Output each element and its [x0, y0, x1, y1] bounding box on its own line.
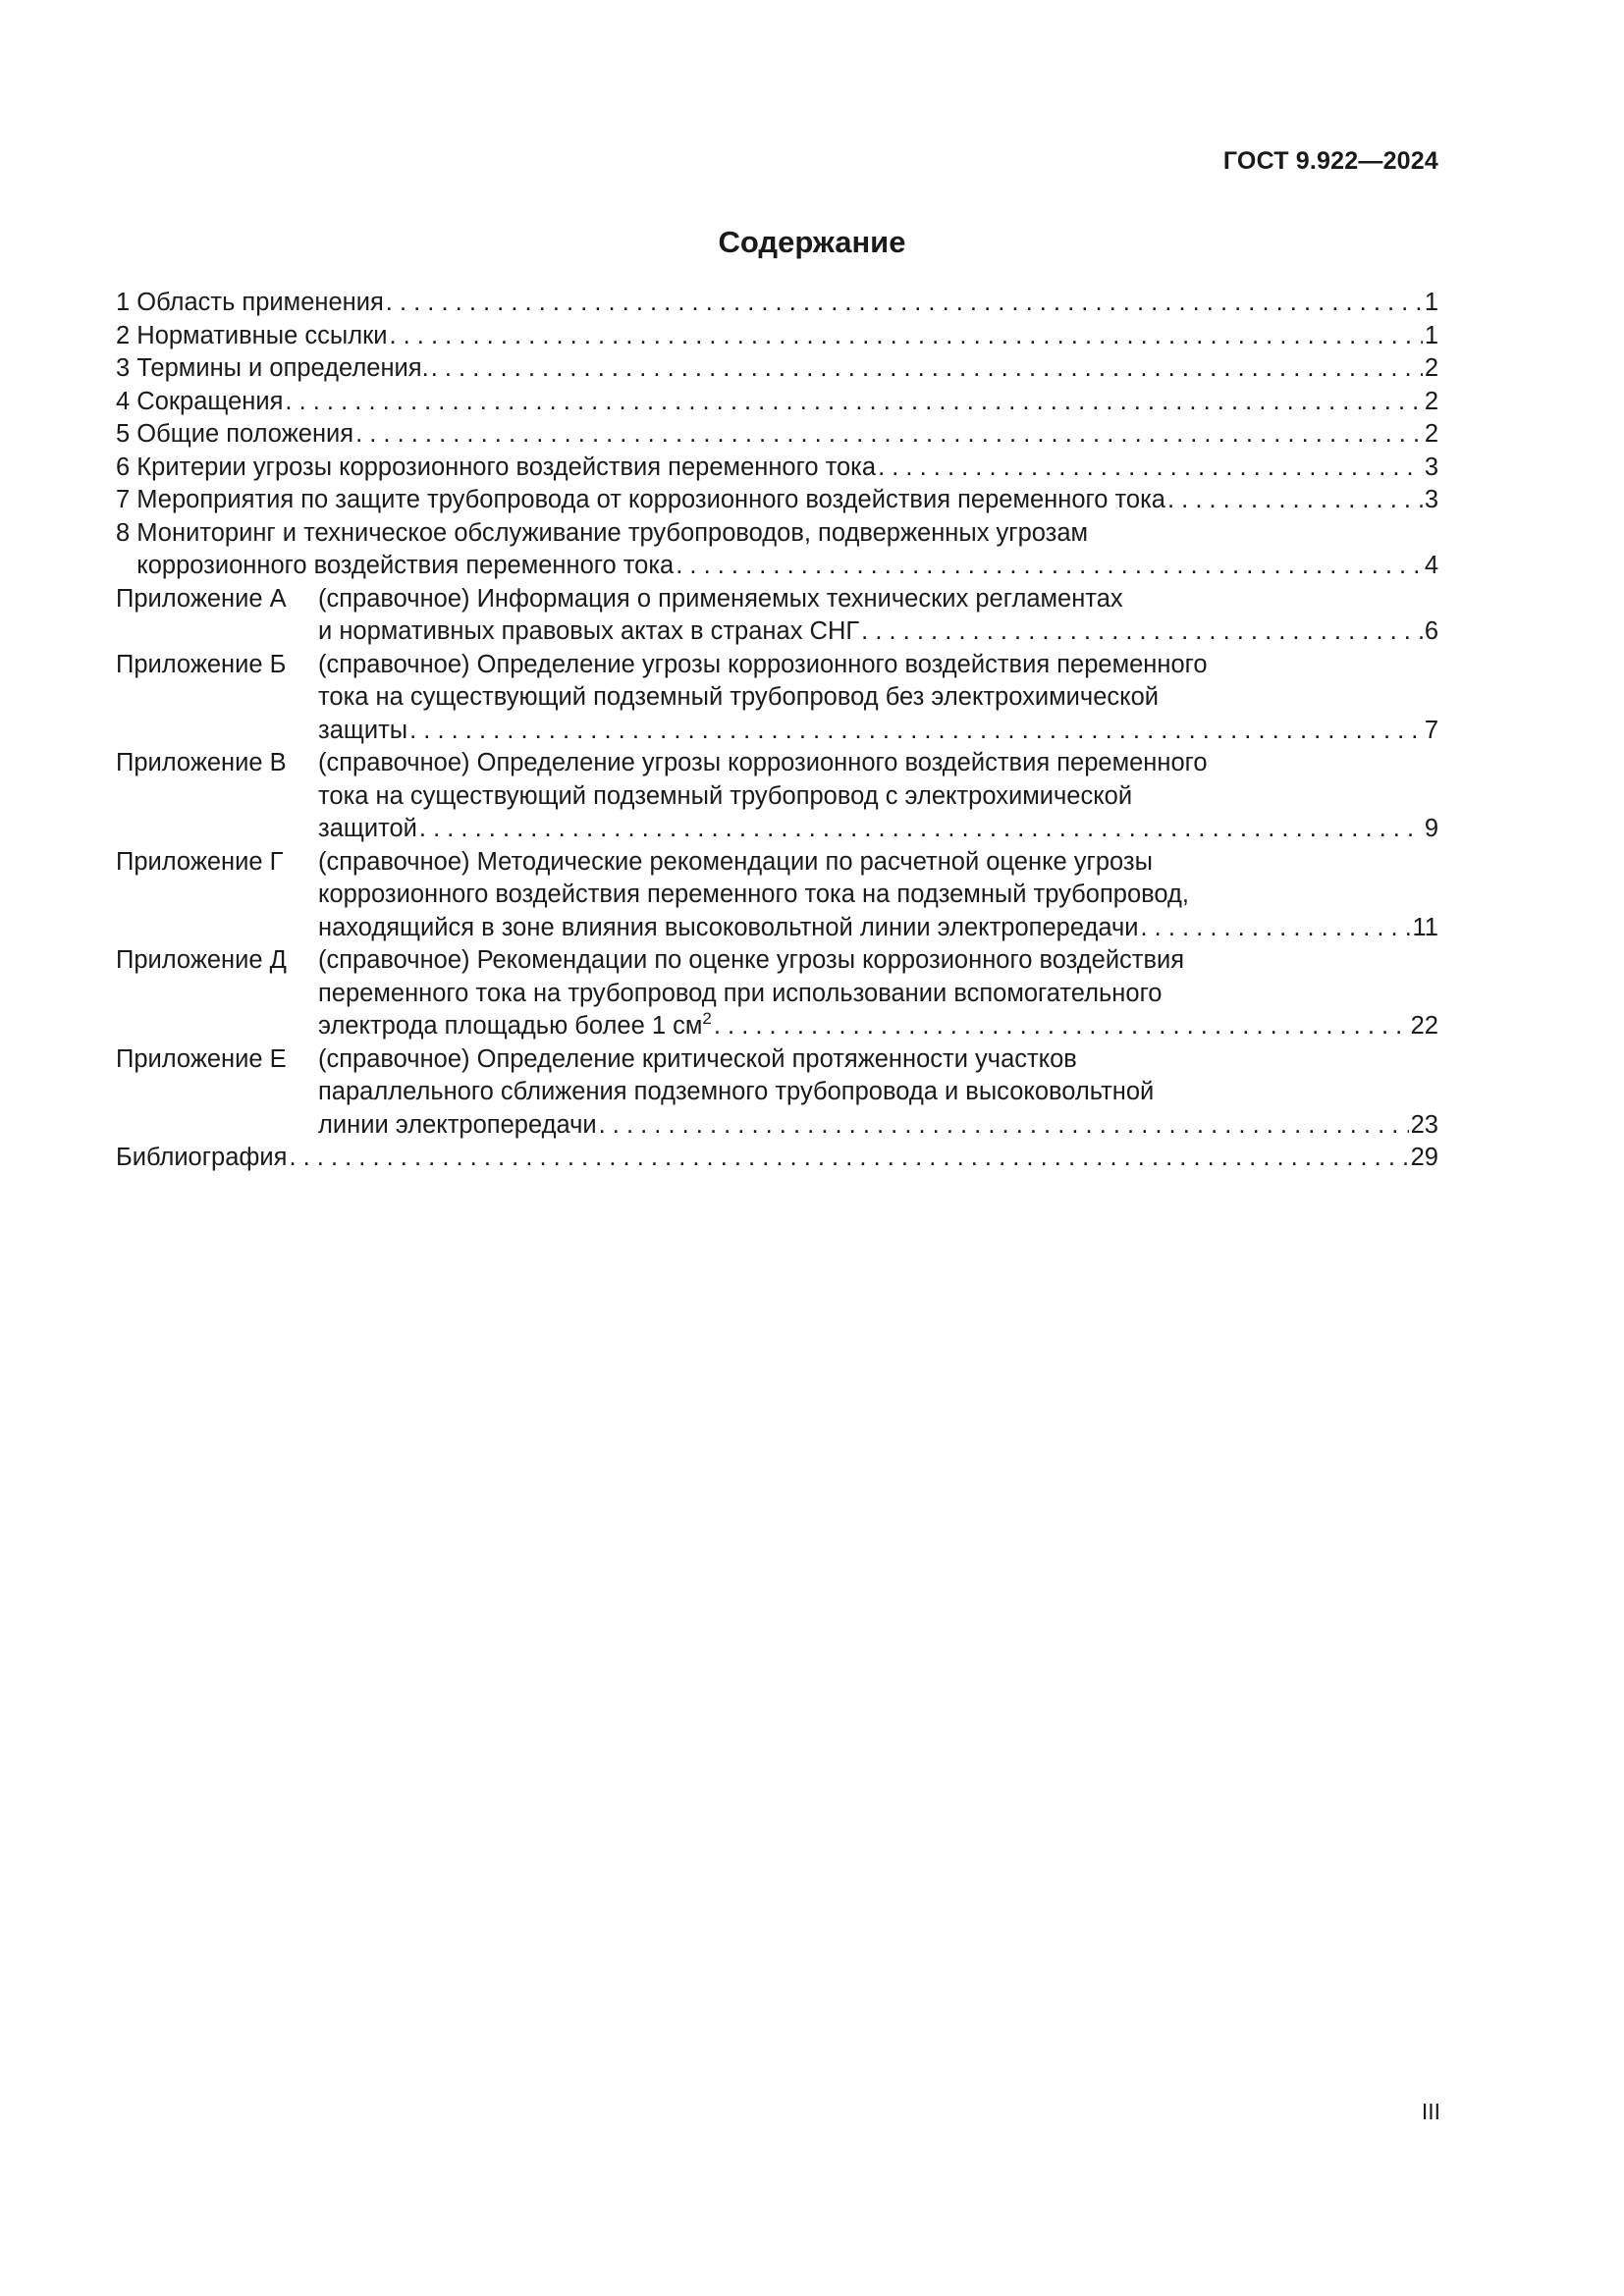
toc-entry-2[interactable] [116, 320, 1438, 353]
toc-page-number: 2 [1424, 354, 1438, 382]
toc-page-number: 1 [1424, 289, 1438, 316]
toc-appendix-label: Приложение А [116, 584, 294, 613]
toc-entry-title-line: тока на существующий подземный трубопровод без электрохимической [318, 683, 1159, 711]
toc-entry-title-line: линии электропередачи [318, 1110, 597, 1139]
toc-page-number: 11 [1412, 913, 1438, 941]
toc-page-number: 3 [1424, 486, 1438, 513]
toc-page-number: 7 [1424, 716, 1438, 744]
toc-entry-appendix-b[interactable] [116, 649, 1438, 748]
dot-leader [386, 287, 1423, 320]
toc-entry-bibliography[interactable] [116, 1142, 1438, 1175]
dot-leader [861, 615, 1423, 649]
toc-entry-title-line: переменного тока на трубопровод при использовании вспомогательного [318, 979, 1163, 1007]
toc-appendix-label: Приложение Е [116, 1044, 294, 1073]
toc-entry-title-line: (справочное) Методические рекомендации по расчетной оценке угрозы [318, 847, 1153, 876]
toc-entry-title-line: параллельного сближения подземного трубопровода и высоковольтной [318, 1078, 1155, 1105]
toc-entry-title-line: находящийся в зоне влияния высоковольтной линии электропередачи [318, 913, 1139, 941]
toc-entry-title-line: защиты [318, 716, 408, 744]
dot-leader [431, 352, 1423, 386]
toc-page-number: 23 [1410, 1110, 1438, 1139]
toc-entry-title: Сокращения [136, 387, 284, 415]
toc-page-number: 2 [1424, 420, 1438, 448]
toc-page-number: 2 [1424, 387, 1438, 415]
toc-entry-title-line: Мониторинг и техническое обслуживание трубопроводов, подверженных угрозам [136, 518, 1089, 547]
superscript-exponent: 2 [702, 1009, 712, 1028]
toc-entry-title-text: электрода площадью более 1 см [318, 1012, 703, 1040]
toc-appendix-label: Приложение Б [116, 650, 294, 678]
dot-leader [714, 1010, 1409, 1043]
toc-page-number: 3 [1424, 453, 1438, 481]
toc-entry-number: 5 [116, 420, 137, 448]
toc-entry-number: 2 [116, 321, 137, 349]
toc-entry-title-line: (справочное) Определение угрозы коррозионного воздействия переменного [318, 650, 1208, 678]
toc-entry-number: 4 [116, 387, 137, 415]
toc-entry-6[interactable] [116, 452, 1438, 485]
dot-leader [419, 813, 1423, 846]
toc-entry-number: 1 [116, 289, 137, 316]
toc-page-number: 29 [1410, 1144, 1438, 1171]
toc-entry-title: Область применения [136, 289, 384, 316]
dot-leader [355, 418, 1423, 452]
toc-entry-4[interactable] [116, 386, 1438, 419]
toc-entry-title-line: (справочное) Определение угрозы коррозионного воздействия переменного [318, 749, 1208, 776]
toc-entry-title: Общие положения [136, 420, 354, 448]
toc-entry-title: Нормативные ссылки [136, 321, 388, 349]
table-of-contents [116, 287, 1438, 1175]
toc-entry-title-line: коррозионного воздействия переменного тока на подземный трубопровод, [318, 881, 1189, 908]
toc-entry-3[interactable] [116, 352, 1438, 386]
toc-entry-title: Мероприятия по защите трубопровода от коррозионного воздействия переменного тока [136, 486, 1165, 513]
toc-page-number: 4 [1424, 552, 1438, 579]
toc-appendix-label: Приложение В [116, 749, 294, 776]
dot-leader [1140, 912, 1410, 945]
toc-entry-number: 8 [116, 518, 137, 547]
dot-leader [409, 715, 1423, 748]
toc-entry-number: 7 [116, 486, 137, 513]
toc-appendix-label: Приложение Г [116, 847, 291, 876]
toc-entry-title: Библиография [116, 1144, 288, 1171]
toc-entry-title-line: (справочное) Определение критической протяженности участков [318, 1044, 1077, 1073]
dot-leader [878, 452, 1423, 485]
toc-entry-title-line: тока на существующий подземный трубопровод с электрохимической [318, 781, 1133, 810]
toc-entry-number: 6 [116, 453, 137, 481]
toc-entry-1[interactable] [116, 287, 1438, 320]
toc-entry-title-line: (справочное) Рекомендации по оценке угрозы коррозионного воздействия [318, 946, 1185, 974]
toc-entry-appendix-a[interactable] [116, 583, 1438, 649]
toc-entry-title: Термины и определения. [136, 354, 429, 382]
toc-entry-appendix-v[interactable] [116, 747, 1438, 846]
toc-appendix-label: Приложение Д [116, 946, 295, 974]
toc-entry-title-line [318, 1010, 712, 1043]
toc-page-number: 6 [1424, 617, 1438, 645]
page-number-roman: III [1421, 2099, 1440, 2124]
toc-page-number: 9 [1424, 815, 1438, 842]
dot-leader [289, 1142, 1408, 1175]
toc-entry-title-line: (справочное) Информация о применяемых технических регламентах [318, 584, 1123, 613]
toc-entry-title-line: защитой [318, 815, 417, 842]
toc-page-number: 1 [1424, 321, 1438, 349]
dot-leader [389, 320, 1422, 353]
dot-leader [599, 1109, 1409, 1143]
toc-title: Содержание [718, 225, 906, 259]
toc-entry-title: Критерии угрозы коррозионного воздействия переменного тока [136, 453, 877, 481]
toc-entry-appendix-e[interactable] [116, 1043, 1438, 1143]
dot-leader [285, 386, 1422, 419]
dot-leader [1167, 484, 1423, 517]
toc-entry-title-line: коррозионного воздействия переменного тока [136, 552, 675, 579]
toc-entry-8[interactable] [116, 517, 1438, 583]
toc-page-number: 22 [1410, 1012, 1438, 1040]
document-code: ГОСТ 9.922—2024 [1222, 147, 1438, 175]
toc-entry-appendix-d[interactable] [116, 944, 1438, 1043]
toc-entry-appendix-g[interactable] [116, 846, 1438, 945]
dot-leader [676, 550, 1423, 583]
toc-entry-title-line: и нормативных правовых актах в странах СНГ [318, 617, 860, 645]
toc-entry-number: 3 [116, 354, 137, 382]
toc-entry-5[interactable] [116, 418, 1438, 452]
toc-entry-7[interactable] [116, 484, 1438, 517]
